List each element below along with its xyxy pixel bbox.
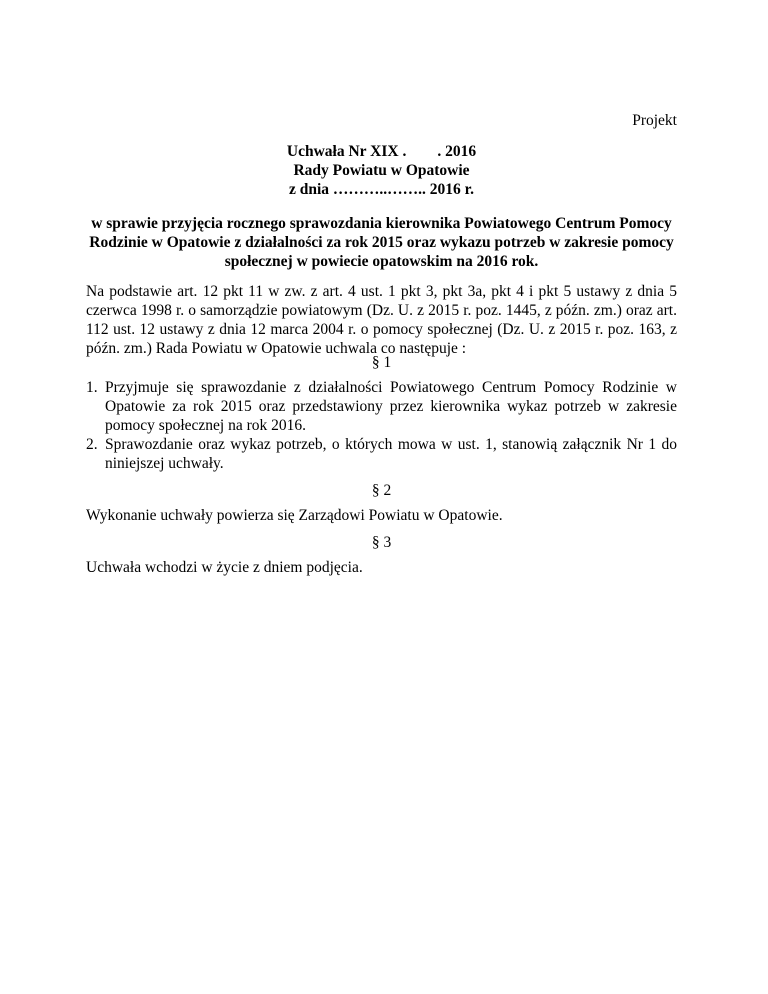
project-label: Projekt <box>632 112 677 129</box>
council-name: Rady Powiatu w Opatowie <box>293 162 470 179</box>
section-2-text: Wykonanie uchwały powierza się Zarządowi Powiatu w Opatowie. <box>86 507 503 524</box>
resolution-date: z dnia ………..…….. 2016 r. <box>288 181 474 198</box>
resolution-header <box>86 142 677 199</box>
resolution-subject: w sprawie przyjęcia rocznego sprawozdania kierownika Powiatowego Centrum Pomocy Rodzinie w Opatowie z działalności za rok 2015 oraz wykazu potrzeb w zakresie pomocy społecznej w powiecie opatowskim na 2016 rok. <box>89 215 674 270</box>
section-3-text: Uchwała wchodzi w życie z dniem podjęcia. <box>86 559 363 576</box>
document-page <box>86 0 677 994</box>
list-item-number: 1. <box>86 379 98 396</box>
legal-basis-paragraph: Na podstawie art. 12 pkt 11 w zw. z art. 4 ust. 1 pkt 3, pkt 3a, pkt 4 i pkt 5 ustawy z dnia 5 czerwca 1998 r. o samorządzie powiatowym (Dz. U. z 2015 r. poz. 1445, z późn. zm.) oraz art. 112 ust. 12 ustawy z dnia 12 marca 2004 r. o pomocy społecznej (Dz. U. z 2015 r. poz. 163, z późn. zm.) Rada Powiatu w Opatowie uchwala co następuje : <box>86 283 677 357</box>
section-2-mark: § 2 <box>371 482 392 499</box>
section-1-items <box>86 378 677 473</box>
list-item <box>86 435 677 473</box>
list-item-number: 2. <box>86 436 98 453</box>
section-1-mark: § 1 <box>371 354 392 371</box>
list-item <box>86 378 677 435</box>
resolution-number: Uchwała Nr XIX . . 2016 <box>286 143 477 160</box>
section-3-mark: § 3 <box>371 534 392 551</box>
list-item-text: Przyjmuje się sprawozdanie z działalności Powiatowego Centrum Pomocy Rodzinie w Opatowie za rok 2015 oraz przedstawiony przez kierownika wykaz potrzeb w zakresie pomocy społecznej na rok 2016. <box>105 379 677 434</box>
list-item-text: Sprawozdanie oraz wykaz potrzeb, o których mowa w ust. 1, stanowią załącznik Nr 1 do niniejszej uchwały. <box>105 436 677 472</box>
